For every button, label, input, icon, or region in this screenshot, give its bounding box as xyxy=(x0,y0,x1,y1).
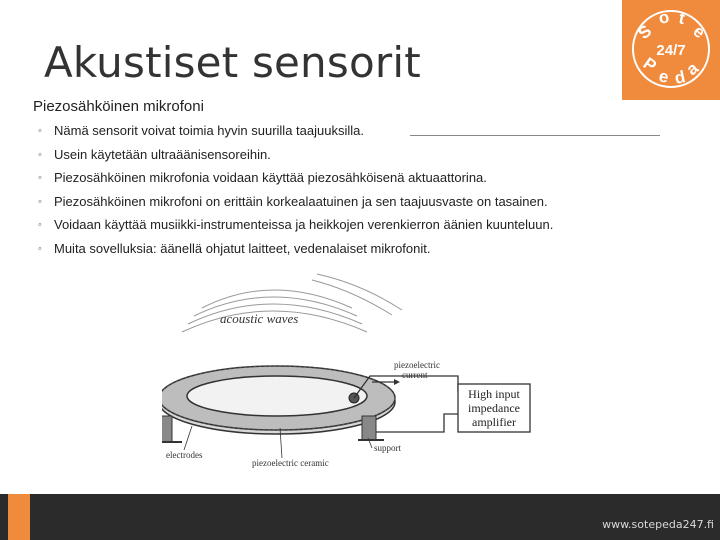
logo-letter: P xyxy=(639,53,660,76)
piezo-microphone-diagram xyxy=(162,270,600,475)
sotepeda-logo xyxy=(622,0,720,100)
footer-url: www.sotepeda247.fi xyxy=(602,518,714,531)
logo-letter: e xyxy=(689,21,709,43)
bullet-marker: ◦ xyxy=(38,242,42,255)
bullet-item xyxy=(38,145,553,169)
bullet-marker: ◦ xyxy=(38,195,42,208)
bullet-marker: ◦ xyxy=(38,219,42,231)
support-left xyxy=(162,416,172,442)
bullet-marker: ◦ xyxy=(38,172,42,184)
label-acoustic-waves: acoustic waves xyxy=(220,311,299,326)
logo-letter: e xyxy=(657,66,671,87)
piezo-ring-disc xyxy=(162,366,395,434)
bullet-item xyxy=(38,239,553,263)
label-support: support xyxy=(374,443,401,453)
bullet-item xyxy=(38,121,553,145)
footer-bar xyxy=(0,494,720,540)
bullet-marker: ◦ xyxy=(38,125,42,137)
bullet-text: Piezosähköinen mikrofoni on erittäin korkealaatuinen ja sen taajuusvaste on tasainen. xyxy=(54,193,548,209)
label-amplifier-line1: High input xyxy=(468,387,520,401)
label-amplifier-line2: impedance xyxy=(468,401,520,415)
footer-accent-strip xyxy=(8,494,30,540)
bullet-text: Piezosähköinen mikrofonia voidaan käyttää piezosähköisenä aktuaattorina. xyxy=(54,170,487,185)
bullet-list xyxy=(38,121,553,262)
label-piezo-current-line2: current xyxy=(402,370,428,380)
bullet-text: Nämä sensorit voivat toimia hyvin suurilla taajuuksilla. xyxy=(54,123,364,138)
logo-letter: t xyxy=(677,8,687,29)
bullet-item xyxy=(38,192,553,216)
label-piezo-current-line1: piezoelectric xyxy=(394,360,440,370)
bullet-text: Voidaan käyttää musiikki-instrumenteissa ja heikkojen verenkierron äänien kuunteluun. xyxy=(54,217,554,232)
logo-letter: a xyxy=(682,58,702,80)
logo-letter: d xyxy=(672,67,687,88)
logo-middle: 24/7 xyxy=(656,42,686,59)
logo-letter: S xyxy=(634,21,656,44)
bullet-text: Muita sovelluksia: äänellä ohjatut laitteet, vedenalaiset mikrofonit. xyxy=(54,240,431,256)
logo-letter: o xyxy=(656,7,671,28)
slide-subtitle: Piezosähköinen mikrofoni xyxy=(33,98,204,115)
label-electrodes: electrodes xyxy=(166,450,203,460)
slide-title: Akustiset sensorit xyxy=(44,38,421,87)
bullet-text: Usein käytetään ultraäänisensoreihin. xyxy=(54,146,271,162)
bullet-marker: ◦ xyxy=(38,148,42,161)
bullet-item xyxy=(38,168,553,192)
support-right xyxy=(362,416,376,440)
label-amplifier-line3: amplifier xyxy=(472,415,516,429)
bullet-item xyxy=(38,215,553,239)
label-piezo-ceramic: piezoelectric ceramic xyxy=(252,458,329,468)
